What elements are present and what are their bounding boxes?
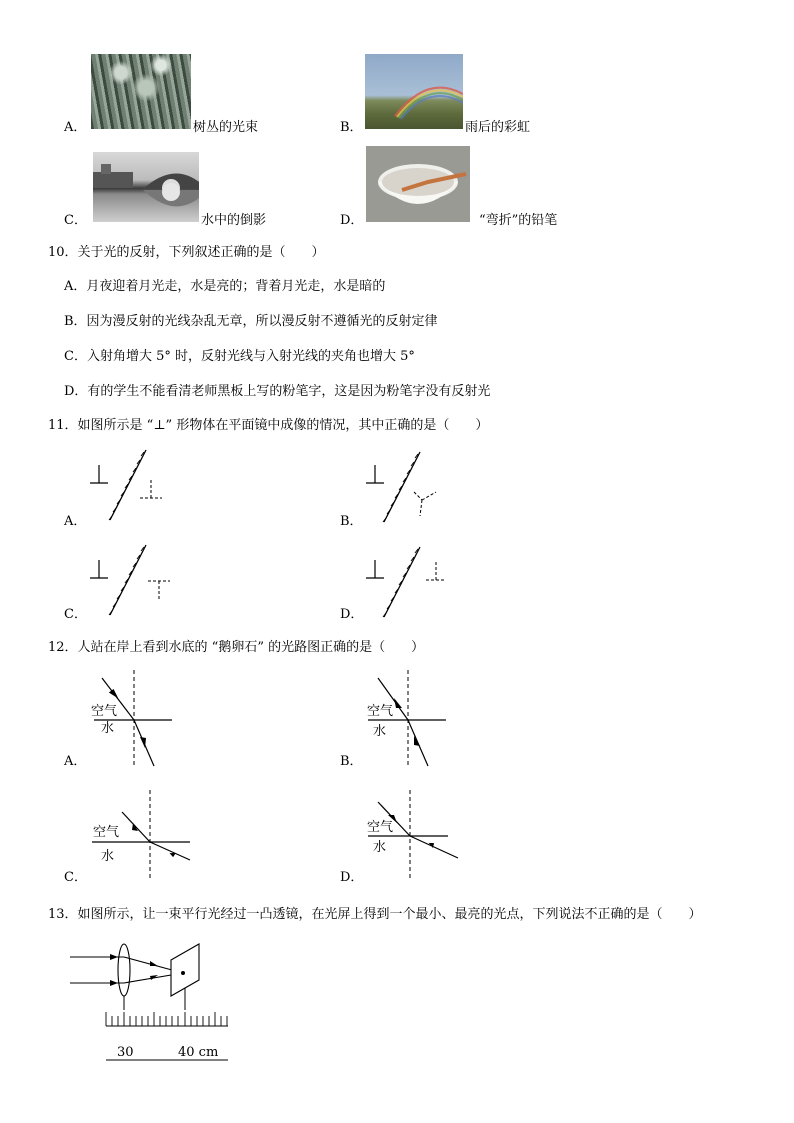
forest-light-photo <box>91 54 191 129</box>
bent-pencil-photo <box>366 146 470 222</box>
rainbow-photo <box>365 54 463 129</box>
light-path-diagram-b <box>364 670 464 770</box>
bridge-reflection-photo <box>93 152 199 222</box>
water-label: 水 <box>373 724 387 739</box>
convex-lens-diagram <box>66 940 246 1060</box>
option-a: A．月夜迎着月光走，水是亮的；背着月光走，水是暗的 <box>64 279 386 294</box>
question-stem: 13．如图所示，让一束平行光经过一凸透镜，在光屏上得到一个最小、最亮的光点，下列说法不正确的是（ ） <box>48 907 702 922</box>
option-d: D．有的学生不能看清老师黑板上写的粉笔字，这是因为粉笔字没有反射光 <box>64 384 491 399</box>
option-letter: D． <box>340 213 364 228</box>
mirror-diagram-c <box>88 543 178 623</box>
option-letter: D． <box>340 870 364 885</box>
question-stem: 12．人站在岸上看到水底的 “鹅卵石” 的光路图正确的是（ ） <box>48 640 425 655</box>
air-label: 空气 <box>367 820 394 835</box>
option-caption: 树丛的光束 <box>193 120 259 135</box>
option-letter: B． <box>340 120 363 135</box>
option-c: C．入射角增大 5° 时，反射光线与入射光线的夹角也增大 5° <box>64 349 415 364</box>
option-caption: 水中的倒影 <box>201 213 267 228</box>
option-letter: A． <box>64 514 87 529</box>
bowl-shape <box>366 146 470 222</box>
air-label: 空气 <box>91 704 118 719</box>
air-label: 空气 <box>93 825 120 840</box>
option-letter: A． <box>64 754 87 769</box>
bridge-shape <box>93 152 199 222</box>
water-label: 水 <box>373 840 387 855</box>
air-label: 空气 <box>367 704 394 719</box>
option-letter: A． <box>64 120 87 135</box>
option-b: B．因为漫反射的光线杂乱无章，所以漫反射不遵循光的反射定律 <box>64 314 438 329</box>
mirror-diagram-b <box>364 448 454 528</box>
ruler-label-40cm: 40 cm <box>178 1045 219 1060</box>
mirror-diagram-a <box>88 448 168 528</box>
light-path-diagram-a <box>88 670 188 770</box>
ruler-label-30: 30 <box>117 1045 134 1060</box>
option-caption: 雨后的彩虹 <box>465 120 531 135</box>
question-stem: 11．如图所示是 “⊥” 形物体在平面镜中成像的情况，其中正确的是（ ） <box>48 418 489 433</box>
option-letter: B． <box>340 514 363 529</box>
option-letter: D． <box>340 607 364 622</box>
option-caption: “弯折”的铅笔 <box>479 213 558 228</box>
water-label: 水 <box>101 721 115 736</box>
question-stem: 10．关于光的反射，下列叙述正确的是（ ） <box>48 245 325 260</box>
option-letter: C． <box>64 213 87 228</box>
option-letter: B． <box>340 754 363 769</box>
mirror-diagram-d <box>364 543 454 623</box>
rainbow-arc <box>365 54 463 129</box>
option-letter: C． <box>64 607 87 622</box>
option-letter: C． <box>64 870 87 885</box>
water-label: 水 <box>101 849 115 864</box>
